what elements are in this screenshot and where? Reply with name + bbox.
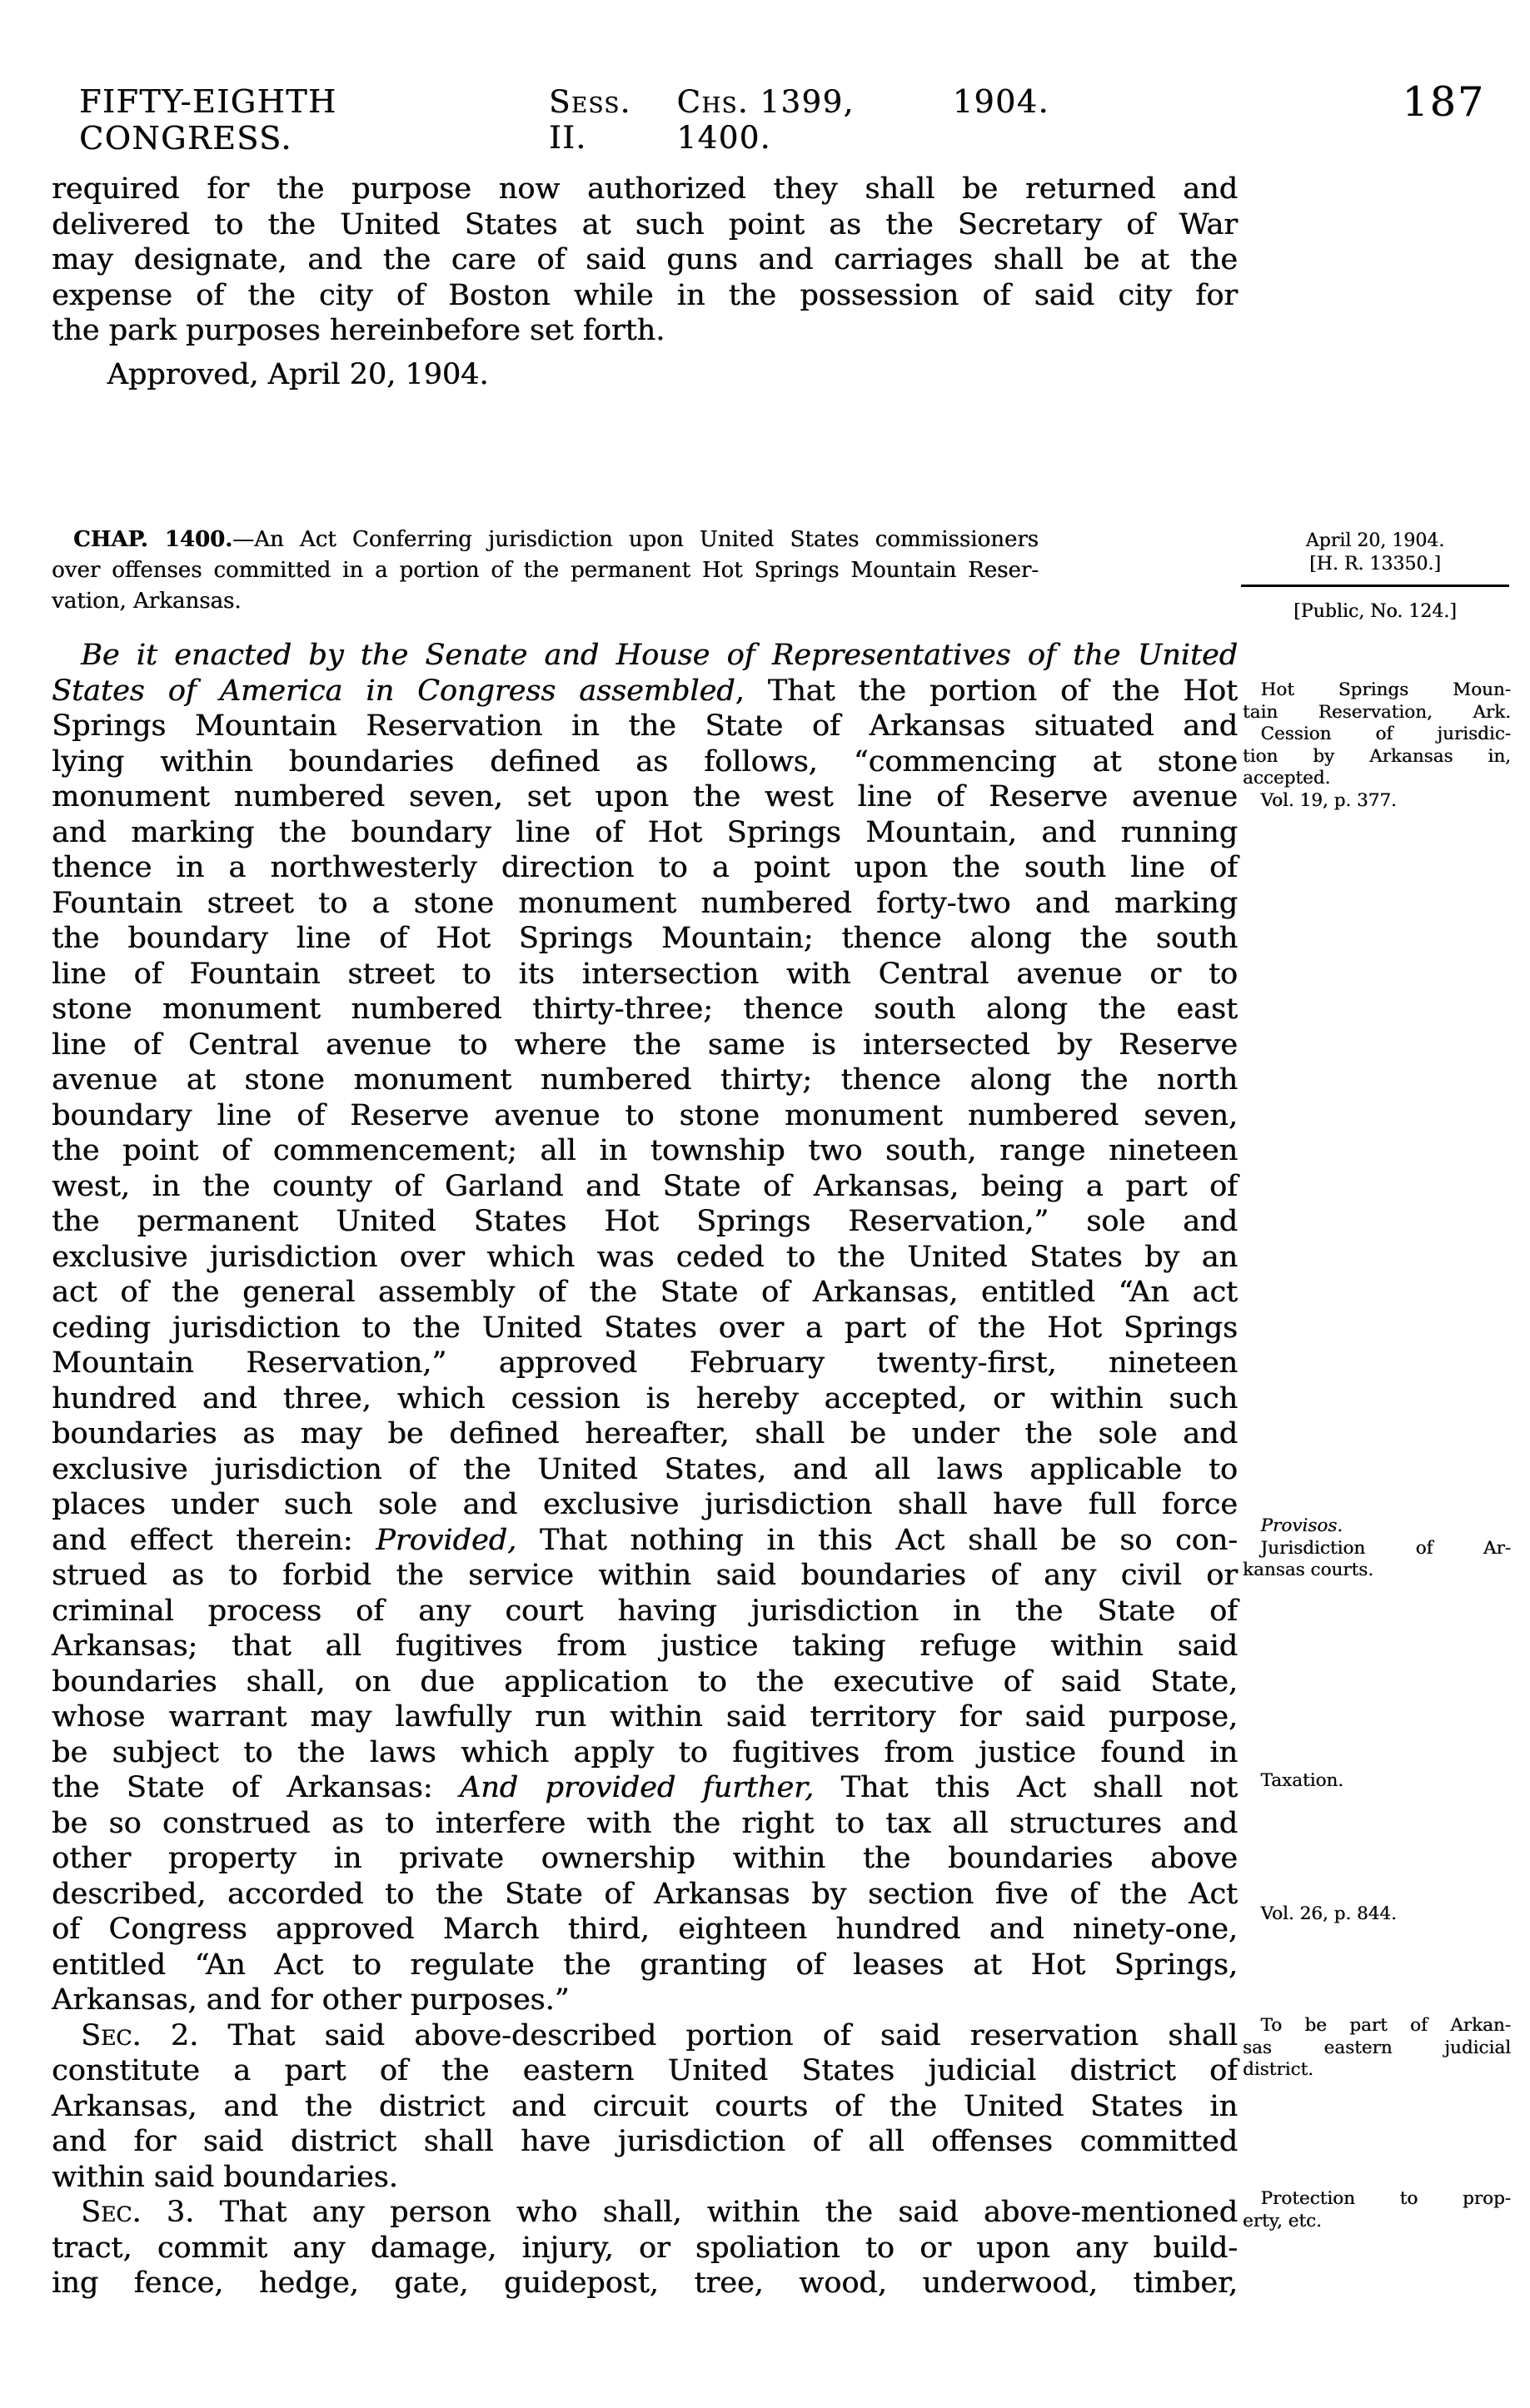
text-line: kansas courts. (1243, 1560, 1374, 1580)
text-line: and effect therein: Provided, That nothing in this Act shall be so con- (52, 1523, 1238, 1557)
chapters-label: Chs. 1399, 1400. (676, 84, 855, 156)
text-line: line of Fountain street to its intersection with Central avenue or to (52, 957, 1238, 991)
text-line: and for said district shall have jurisdiction of all offenses committed (52, 2125, 1238, 2158)
text-line: required for the purpose now authorized they shall be returned and (52, 172, 1238, 206)
enactment-date: April 20, 1904. (1305, 530, 1445, 551)
text-line: entitled “An Act to regulate the granting of leases at Hot Springs, (52, 1948, 1238, 1982)
text-line: lying within boundaries defined as follows, “commencing at stone (52, 744, 1238, 779)
text-line: be so construed as to interfere with the right to tax all structures and (52, 1806, 1238, 1840)
text-line: act of the general assembly of the State of Arkansas, entitled “An act (52, 1276, 1238, 1309)
text-line: exclusive jurisdiction over which was ceded to the United States by an (52, 1240, 1238, 1274)
bill-number: [H. R. 13350.] (1309, 554, 1441, 575)
text-line: To be part of Arkan- (1260, 2015, 1511, 2036)
note-protection-to-property (1243, 2188, 1511, 2232)
text-line: the permanent United States Hot Springs Reservation,” sole and (52, 1205, 1238, 1238)
text-line: Arkansas, and the district and circuit courts of the United States in (52, 2089, 1238, 2123)
text-line: Fountain street to a stone monument numbered forty-two and marking (52, 886, 1238, 920)
text-line: Jurisdiction of Ar- (1260, 1537, 1511, 1559)
text-line: tion by Arkansas in, (1243, 745, 1511, 767)
text-line: avenue at stone monument numbered thirty; thence along the north (52, 1063, 1238, 1097)
text-line: be subject to the laws which apply to fugitives from justice found in (52, 1735, 1238, 1769)
text-line: Sec. 2. That said above-described portion of said reservation shall (81, 2018, 1238, 2052)
text-line: Be it enacted by the Senate and House of Representatives of the United (81, 639, 1238, 672)
text-line: Cession of jurisdic- (1260, 724, 1511, 744)
text-line: ceding jurisdiction to the United States over a part of the Hot Springs (52, 1311, 1238, 1345)
text-line: stone monument numbered thirty-three; thence south along the east (52, 993, 1238, 1026)
text-line: criminal process of any court having jurisdiction in the State of (52, 1594, 1238, 1628)
session-label: Sess. II. (549, 84, 631, 156)
text-line: the park purposes hereinbefore set forth. (52, 314, 665, 347)
page-number: 187 (1402, 78, 1485, 126)
note-eastern-judicial-district (1243, 2015, 1511, 2082)
text-line: Vol. 19, p. 377. (1260, 789, 1397, 811)
text-line: expense of the city of Boston while in the possession of said city for (52, 278, 1238, 312)
note-provisos (1243, 1515, 1511, 1582)
margin-notes-column (1243, 0, 1511, 2408)
text-line: Hot Springs Moun- (1260, 679, 1511, 700)
note-hot-springs-reservation (1243, 679, 1511, 812)
text-line: boundaries as may be defined hereafter, shall be under the sole and (52, 1417, 1238, 1450)
congress-label: FIFTY-EIGHTH CONGRESS. (79, 83, 337, 157)
text-line: erty, etc. (1243, 2210, 1322, 2231)
year-label: 1904. (952, 83, 1049, 120)
text-line: line of Central avenue to where the same is intersected by Reserve (52, 1027, 1238, 1062)
text-line: CHAP. 1400.—An Act Conferring jurisdiction upon United States commissioners (73, 527, 1039, 552)
text-line: thence in a northwesterly direction to a point upon the south line of (52, 851, 1238, 884)
text-line: exclusive jurisdiction of the United States, and all laws applicable to (52, 1452, 1238, 1486)
text-line: whose warrant may lawfully run within said territory for said purpose, (52, 1700, 1238, 1734)
text-line: Approved, April 20, 1904. (107, 357, 489, 391)
text-line: places under such sole and exclusive jurisdiction shall have full force (52, 1488, 1238, 1521)
text-line: boundaries shall, on due application to the executive of said State, (52, 1664, 1238, 1699)
act-1399-closing-paragraph (52, 172, 1238, 392)
text-line: district. (1243, 2059, 1313, 2080)
text-line: the boundary line of Hot Springs Mountain; thence along the south (52, 922, 1238, 955)
text-line: Mountain Reservation,” approved February twenty-first, nineteen (52, 1346, 1238, 1380)
text-line: Protection to prop- (1260, 2188, 1511, 2209)
text-line: boundary line of Reserve avenue to stone monument numbered seven, (52, 1098, 1238, 1132)
text-line: strued as to forbid the service within said boundaries of any civil or (52, 1559, 1238, 1592)
text-line: hundred and three, which cession is hereby accepted, or within such (52, 1381, 1238, 1415)
text-line: vation, Arkansas. (52, 589, 242, 614)
text-line: west, in the county of Garland and State of Arkansas, being a part of (52, 1169, 1238, 1203)
chap-1400-heading (52, 525, 1039, 617)
text-line: over offenses committed in a portion of the permanent Hot Springs Mountain Reser- (52, 558, 1039, 583)
text-line: the point of commencement; all in township two south, range nineteen (52, 1134, 1238, 1167)
note-taxation (1243, 1770, 1511, 1793)
text-line: tain Reservation, Ark. (1243, 701, 1511, 723)
text-line: delivered to the United States at such point as the Secretary of War (52, 207, 1238, 241)
text-line: and marking the boundary line of Hot Springs Mountain, and running (52, 815, 1238, 849)
text-line: Springs Mountain Reservation in the State of Arkansas situated and (52, 709, 1238, 743)
text-line: monument numbered seven, set upon the west line of Reserve avenue (52, 780, 1238, 813)
text-line: constitute a part of the eastern United States judicial district of (52, 2054, 1238, 2087)
running-header-text (79, 83, 1049, 157)
text-line: Arkansas; that all fugitives from justice taking refuge within said (52, 1629, 1238, 1663)
text-line: States of America in Congress assembled, That the portion of the Hot (52, 674, 1238, 708)
text-line: Sec. 3. That any person who shall, within the said above-mentioned (81, 2196, 1238, 2229)
text-line: sas eastern judicial (1243, 2037, 1511, 2058)
text-line: Arkansas, and for other purposes.” (52, 1983, 570, 2017)
public-law-number: [Public, No. 124.] (1293, 601, 1457, 622)
text-line: ing fence, hedge, gate, guidepost, tree, wood, underwood, timber, (52, 2266, 1238, 2300)
text-line: other property in private ownership within the boundaries above (52, 1842, 1238, 1875)
text-line: Taxation. (1260, 1770, 1344, 1791)
text-line: tract, commit any damage, injury, or spoliation to or upon any build- (52, 2231, 1238, 2265)
text-line: the State of Arkansas: And provided further, That this Act shall not (52, 1771, 1238, 1804)
text-line: of Congress approved March third, eighteen hundred and ninety-one, (52, 1913, 1238, 1946)
text-line: described, accorded to the State of Arkansas by section five of the Act (52, 1877, 1238, 1911)
text-line: Vol. 26, p. 844. (1260, 1903, 1397, 1924)
text-line: may designate, and the care of said guns and carriages shall be at the (52, 243, 1238, 276)
note-vol-26-p-844 (1243, 1903, 1511, 1926)
text-line: Provisos. (1260, 1515, 1343, 1536)
text-line: accepted. (1243, 768, 1331, 789)
chap-1400-body-text (52, 638, 1238, 2301)
text-line: within said boundaries. (52, 2160, 398, 2194)
